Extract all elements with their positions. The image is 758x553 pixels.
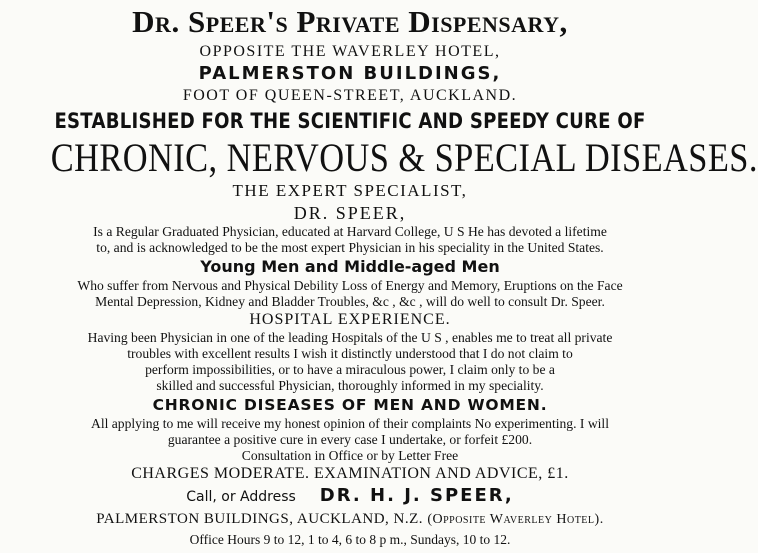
young-men-line: Who suffer from Nervous and Physical Debility Loss of Energy and Memory, Eruptions on the Face: [77, 278, 623, 293]
location-line-1: OPPOSITE THE WAVERLEY HOTEL,: [199, 43, 501, 60]
doctor-name: DR. SPEER,: [293, 203, 407, 223]
intro-line: to, and is acknowledged to be the most expert Physician in his speciality in the United States.: [96, 240, 604, 255]
charges-line: CHARGES MODERATE. EXAMINATION AND ADVICE, £1.: [131, 465, 569, 482]
building-name: PALMERSTON BUILDINGS,: [198, 63, 502, 84]
intro-line: Is a Regular Graduated Physician, educated at Harvard College, U S He has devoted a lifetime: [93, 224, 607, 239]
ad-title: Dr. Speer's Private Dispensary,: [132, 4, 568, 39]
call-row: [2, 484, 698, 508]
established-line: ESTABLISHED FOR THE SCIENTIFIC AND SPEEDY CURE OF: [54, 109, 646, 133]
young-men-line: Mental Depression, Kidney and Bladder Troubles, &c , &c , will do well to consult Dr. Speer.: [95, 294, 605, 309]
chronic-diseases-heading: CHRONIC DISEASES OF MEN AND WOMEN.: [152, 396, 548, 414]
expert-title: THE EXPERT SPECIALIST,: [232, 181, 468, 200]
address-line: [2, 508, 698, 530]
location-line-2: FOOT OF QUEEN-STREET, AUCKLAND.: [182, 87, 518, 104]
chronic-line: All applying to me will receive my honest opinion of their complaints No experimenting. I will: [91, 416, 609, 431]
hospital-line: troubles with excellent results I wish it distinctly understood that I do not claim to: [127, 346, 573, 361]
hospital-line: Having been Physician in one of the leading Hospitals of the U S , enables me to treat all private: [87, 330, 613, 345]
young-men-heading: Young Men and Middle-aged Men: [200, 257, 500, 276]
call-label: Call, or Address: [186, 489, 296, 505]
hospital-heading: HOSPITAL EXPERIENCE.: [249, 311, 451, 328]
hospital-line: skilled and successful Physician, thoroughly informed in my speciality.: [156, 378, 544, 393]
chronic-line: Consultation in Office or by Letter Free: [241, 448, 459, 463]
chronic-line: guarantee a positive cure in every case I undertake, or forfeit £200.: [167, 432, 533, 447]
diseases-heading: CHRONIC, NERVOUS & SPECIAL DISEASES.: [50, 135, 758, 180]
address-note: (Opposite Waverley Hotel).: [427, 512, 604, 527]
hospital-line: perform impossibilities, or to have a miraculous power, I claim only to be a: [145, 362, 555, 377]
call-name: DR. H. J. SPEER,: [319, 485, 514, 506]
office-hours: Office Hours 9 to 12, 1 to 4, 6 to 8 p m., Sundays, 10 to 12.: [189, 532, 511, 547]
address-main: PALMERSTON BUILDINGS, AUCKLAND, N.Z.: [96, 511, 428, 527]
